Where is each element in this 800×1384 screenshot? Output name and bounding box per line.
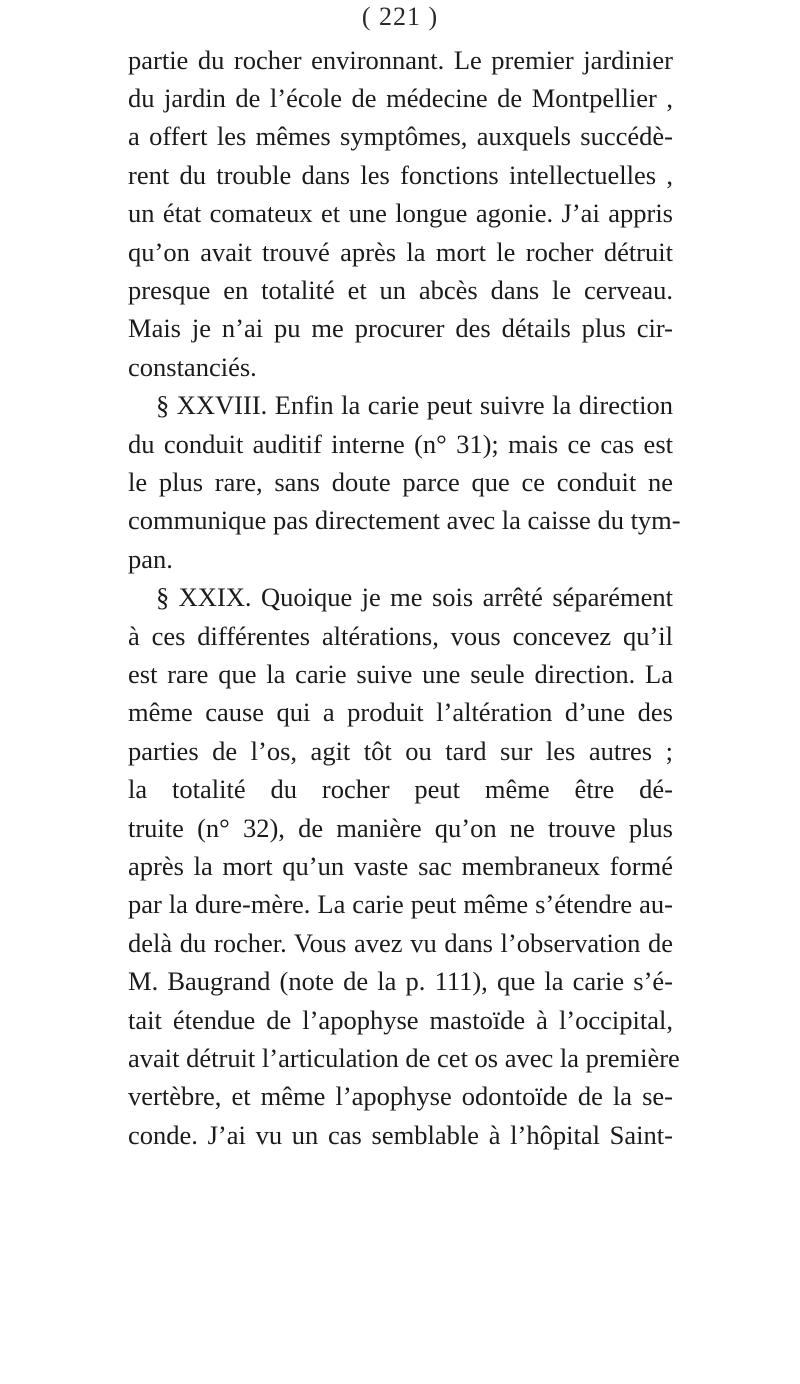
- text-line-12: le plus rare, sans doute parce que ce conduit ne: [128, 467, 673, 497]
- text-line-27: avait détruit l’articulation de cet os avec la première: [128, 1043, 680, 1073]
- text-line-2: du jardin de l’école de médecine de Montpellier ,: [128, 83, 673, 113]
- text-line-20: la totalité du rocher peut même être dé-: [128, 774, 673, 804]
- text-line-25: M. Baugrand (note de la p. 111), que la carie s’é-: [128, 966, 673, 996]
- text-line-11: du conduit auditif interne (n° 31); mais ce cas est: [128, 429, 673, 459]
- text-line-17: est rare que la carie suive une seule direction. La: [128, 659, 673, 689]
- text-line-5: un état comateux et une longue agonie. J’ai appris: [128, 198, 673, 228]
- text-line-21: truite (n° 32), de manière qu’on ne trouve plus: [128, 813, 673, 843]
- text-line-18: même cause qui a produit l’altération d’une des: [128, 697, 673, 727]
- text-line-9: constanciés.: [128, 352, 257, 382]
- text-line-26: tait étendue de l’apophyse mastoïde à l’occipital,: [128, 1005, 673, 1035]
- text-line-28: vertèbre, et même l’apophyse odontoïde de la se-: [128, 1081, 673, 1111]
- text-line-16: à ces différentes altérations, vous concevez qu’il: [128, 621, 673, 651]
- text-line-3: a offert les mêmes symptômes, auxquels succédè-: [128, 121, 673, 151]
- text-line-7: presque en totalité et un abcès dans le cerveau.: [128, 275, 673, 305]
- text-line-22: après la mort qu’un vaste sac membraneux formé: [128, 851, 673, 881]
- text-line-24: delà du rocher. Vous avez vu dans l’observation de: [128, 928, 673, 958]
- text-line-23: par la dure-mère. La carie peut même s’étendre au-: [128, 889, 673, 919]
- text-line-13: communique pas directement avec la caisse du tym-: [128, 505, 681, 535]
- text-line-19: parties de l’os, agit tôt ou tard sur les autres ;: [128, 736, 673, 766]
- text-line-29: conde. J’ai vu un cas semblable à l’hôpital Saint-: [128, 1120, 673, 1150]
- text-line-14: pan.: [128, 544, 173, 574]
- text-line-8: Mais je n’ai pu me procurer des détails plus cir-: [128, 313, 673, 343]
- text-line-1: partie du rocher environnant. Le premier jardinier: [128, 45, 673, 75]
- page-number: ( 221 ): [361, 2, 439, 31]
- text-line-4: rent du trouble dans les fonctions intellectuelles ,: [128, 160, 673, 190]
- text-line-6: qu’on avait trouvé après la mort le rocher détruit: [128, 237, 673, 267]
- section-xxix-heading-line: § XXIX. Quoique je me sois arrêté séparément: [156, 582, 673, 612]
- section-xxviii-heading-line: § XXVIII. Enfin la carie peut suivre la direction: [156, 390, 673, 420]
